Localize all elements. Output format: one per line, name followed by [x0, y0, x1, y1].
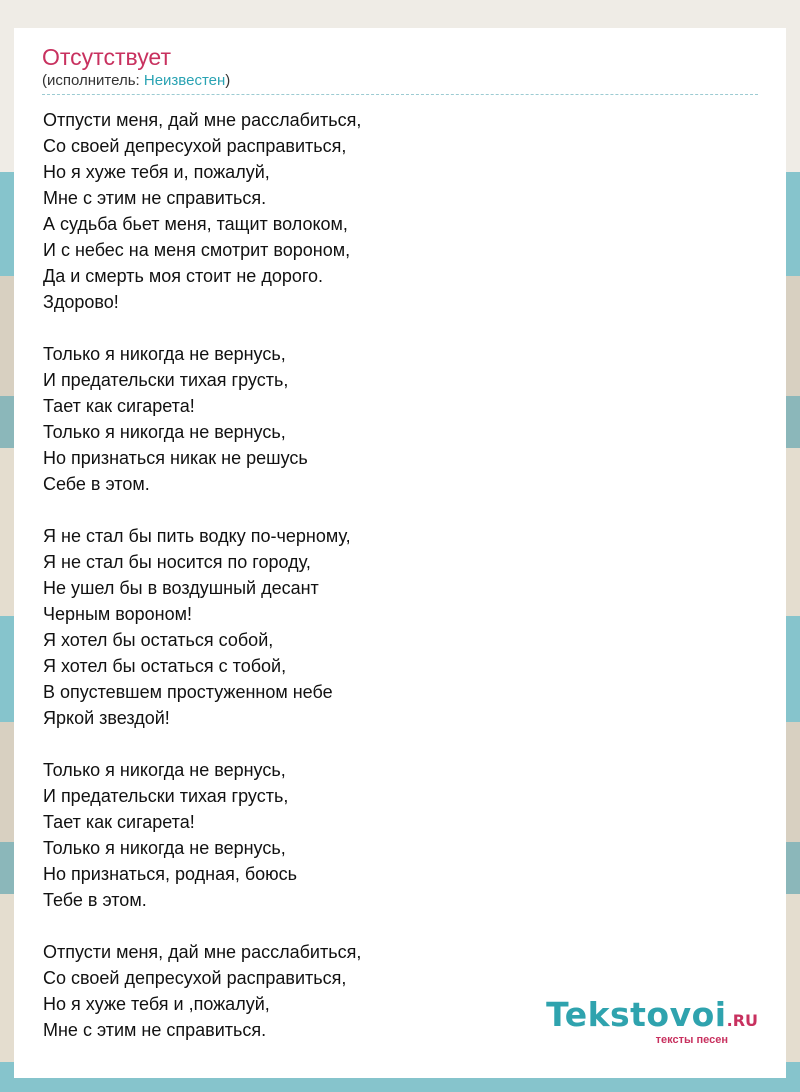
lyric-line: Черным вороном!: [43, 604, 192, 624]
lyric-line: Яркой звездой!: [43, 708, 170, 728]
lyric-line: Со своей депресухой расправиться,: [43, 136, 347, 156]
lyric-line: Да и смерть моя стоит не дорого.: [43, 266, 324, 286]
stanza-gap: [43, 913, 743, 939]
lyric-line: Мне с этим не справиться.: [43, 1020, 267, 1040]
lyric-line: Тает как сигарета!: [43, 396, 195, 416]
artist-suffix: ): [225, 72, 231, 89]
lyric-line: Не ушел бы в воздушный десант: [43, 578, 319, 598]
lyric-line: Отпусти меня, дай мне расслабиться,: [43, 110, 362, 130]
lyric-line: Тебе в этом.: [43, 890, 147, 910]
lyric-line: Отпусти меня, дай мне расслабиться,: [43, 942, 362, 962]
lyrics-sheet: [14, 28, 786, 1078]
stanza-gap: [43, 731, 743, 757]
lyric-line: Тает как сигарета!: [43, 812, 195, 832]
stanza-gap: [43, 497, 743, 523]
lyric-line: Здорово!: [43, 292, 119, 312]
lyric-line: Я не стал бы пить водку по-черному,: [43, 526, 351, 546]
lyrics-body: [43, 107, 743, 1043]
artist-link[interactable]: Неизвестен: [143, 72, 226, 89]
lyric-line: Только я никогда не вернусь,: [43, 838, 286, 858]
lyric-line: Только я никогда не вернусь,: [43, 760, 286, 780]
divider: [42, 94, 758, 95]
site-logo[interactable]: [546, 995, 758, 1046]
lyric-line: Я не стал бы носится по городу,: [43, 552, 311, 572]
artist-prefix: (исполнитель:: [42, 72, 144, 89]
lyric-line: Мне с этим не справиться.: [43, 188, 267, 208]
logo-tagline: тексты песен: [655, 1034, 728, 1046]
lyric-line: И предательски тихая грусть,: [43, 370, 289, 390]
lyric-line: А судьба бьет меня, тащит волоком,: [43, 214, 348, 234]
logo-wordmark: [546, 995, 758, 1038]
lyric-line: Только я никогда не вернусь,: [43, 344, 286, 364]
stanza-gap: [43, 315, 743, 341]
logo-name: Tekstovoi: [546, 995, 727, 1034]
lyric-line: Я хотел бы остаться с тобой,: [43, 656, 287, 676]
lyric-line: И предательски тихая грусть,: [43, 786, 289, 806]
song-title: Отсутствует: [42, 44, 171, 70]
lyric-line: И с небес на меня смотрит вороном,: [43, 240, 351, 260]
lyric-line: В опустевшем простуженном небе: [43, 682, 333, 702]
lyric-line: Себе в этом.: [43, 474, 150, 494]
lyric-line: Со своей депресухой расправиться,: [43, 968, 347, 988]
logo-tld: .RU: [726, 1011, 758, 1030]
lyric-line: Но признаться никак не решусь: [43, 448, 308, 468]
lyric-line: Но я хуже тебя и, пожалуй,: [43, 162, 270, 182]
lyric-line: Но я хуже тебя и ,пожалуй,: [43, 994, 270, 1014]
lyric-line: Я хотел бы остаться собой,: [43, 630, 274, 650]
artist-line: [42, 72, 230, 89]
lyric-line: Но признаться, родная, боюсь: [43, 864, 298, 884]
lyric-line: Только я никогда не вернусь,: [43, 422, 286, 442]
